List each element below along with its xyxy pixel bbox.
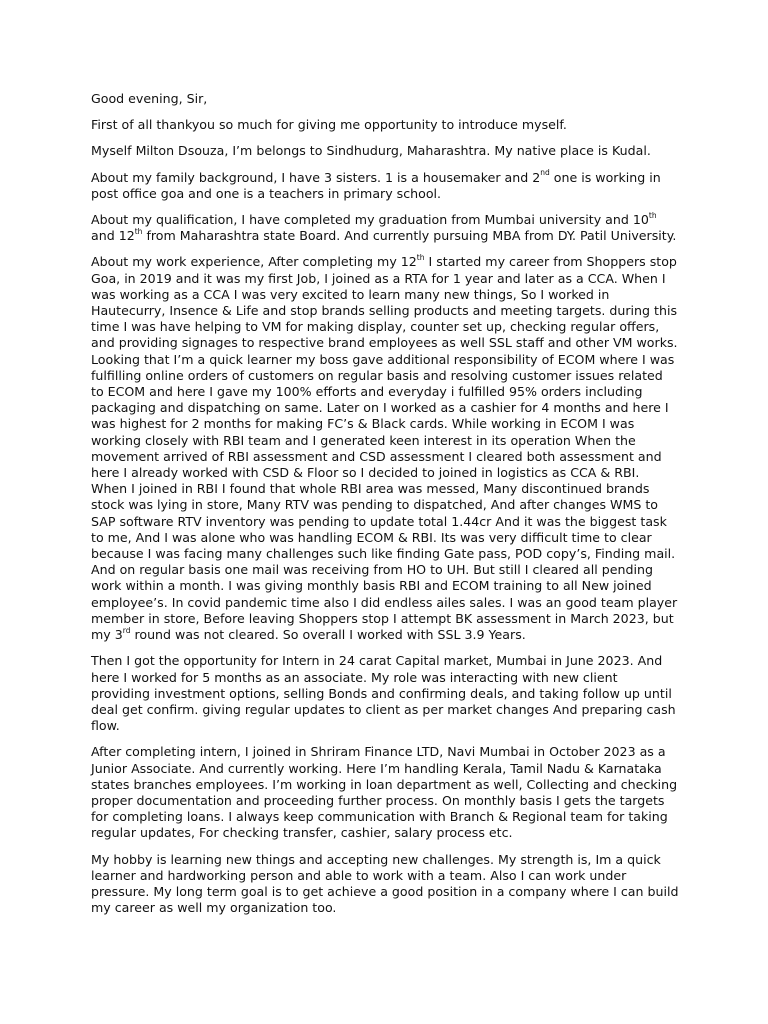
superscript: th — [134, 227, 143, 237]
text-segment: About my work experience, After completing my 12 — [91, 254, 417, 270]
paragraph-thanks: First of all thankyou so much for giving me opportunity to introduce myself. — [91, 117, 567, 133]
paragraph-family-background — [91, 170, 679, 202]
paragraph-hobby-goals: My hobby is learning new things and accepting new challenges. My strength is, Im a quick learner and hardworking person and able to work with a team. Also I can work under pressure. My long term goal is to get achieve a good position in a company where I can build my career as well my organization too. — [91, 851, 679, 916]
paragraph-internship: Then I got the opportunity for Intern in 24 carat Capital market, Mumbai in June 2023. And here I worked for 5 months as an associate. My role was interacting with new client providing investment options, selling Bonds and confirming deals, and taking follow up until deal get confirm. giving regular updates to client as per market changes And preparing cash flow. — [91, 653, 676, 734]
greeting: Good evening, Sir, — [91, 91, 208, 106]
text-segment: from Maharashtra state Board. And currently pursuing MBA from DY. Patil University. — [142, 228, 677, 244]
paragraph-work-experience — [91, 254, 679, 643]
paragraph-qualification — [91, 212, 679, 244]
letter-document — [91, 91, 679, 926]
text-segment: round was not cleared. So overall I worked with SSL 3.9 Years. — [130, 627, 526, 643]
text-segment: and 12 — [91, 228, 135, 244]
text-segment: About my family background, I have 3 sisters. 1 is a housemaker and 2 — [91, 169, 541, 185]
superscript: rd — [122, 625, 131, 635]
superscript: th — [416, 253, 425, 263]
superscript: nd — [540, 168, 550, 178]
text-segment: one is working in post office goa and one is a teachers in primary school. — [91, 169, 661, 201]
paragraph-current-job: After completing intern, I joined in Shriram Finance LTD, Navi Mumbai in October 2023 as a Junior Associate. And currently working. Here I’m handling Kerala, Tamil Nadu & Karnataka states branches employees. I’m working in loan department as well, Collecting and checking proper documentation and proceeding further process. On monthly basis I gets the targets for completing loans. I always keep communication with Branch & Regional team for taking regular updates, For checking transfer, cashier, salary process etc. — [91, 744, 678, 841]
superscript: th — [648, 210, 657, 220]
text-segment: About my qualification, I have completed my graduation from Mumbai university and 10 — [91, 212, 649, 228]
text-segment: I started my career from Shoppers stop Goa, in 2019 and it was my first Job, I joined as a RTA for 1 year and later as a CCA. When I was working as a CCA I was very excited to learn many new things, So I worked in Hautecurry, Insence & Life and stop brands selling products and meeting targets. during this time I was have helping to VM for making display, counter set up, checking regular offers, and providing signages to respective brand employees as well SSL staff and other VM works. Looking that I’m a quick learner my boss gave additional responsibility of ECOM where I was fulfilling online orders of customers on regular basis and resolving customer issues related to ECOM and here I gave my 100% efforts and everyday i fulfilled 95% orders including packaging and dispatching on same. Later on I worked as a cashier for 4 months and here I was highest for 2 months for making FC’s & Black cards. While working in ECOM I was working closely with RBI team and I generated keen interest in its operation When the movement arrived of RBI assessment and CSD assessment I cleared both assessment and here I already worked with CSD & Floor so I decided to joined in logistics as CCA & RBI. When I joined in RBI I found that whole RBI area was messed, Many discontinued brands stock was lying in store, Many RTV was pending to dispatched, And after changes WMS to SAP software RTV inventory was pending to update total 1.44cr And it was the biggest task to me, And I was alone who was handling ECOM & RBI. Its was very difficult time to clear because I was facing many challenges such like finding Gate pass, POD copy’s, Finding mail. And on regular basis one mail was receiving from HO to UH. But still I cleared all pending work within a month. I was giving monthly basis RBI and ECOM training to all New joined employee’s. In covid pandemic time also I did endless ailes sales. I was an good team player member in store, Before leaving Shoppers stop I attempt BK assessment in March 2023, but my 3 — [91, 254, 678, 643]
paragraph-introduction: Myself Milton Dsouza, I’m belongs to Sindhudurg, Maharashtra. My native place is Kudal. — [91, 143, 651, 159]
